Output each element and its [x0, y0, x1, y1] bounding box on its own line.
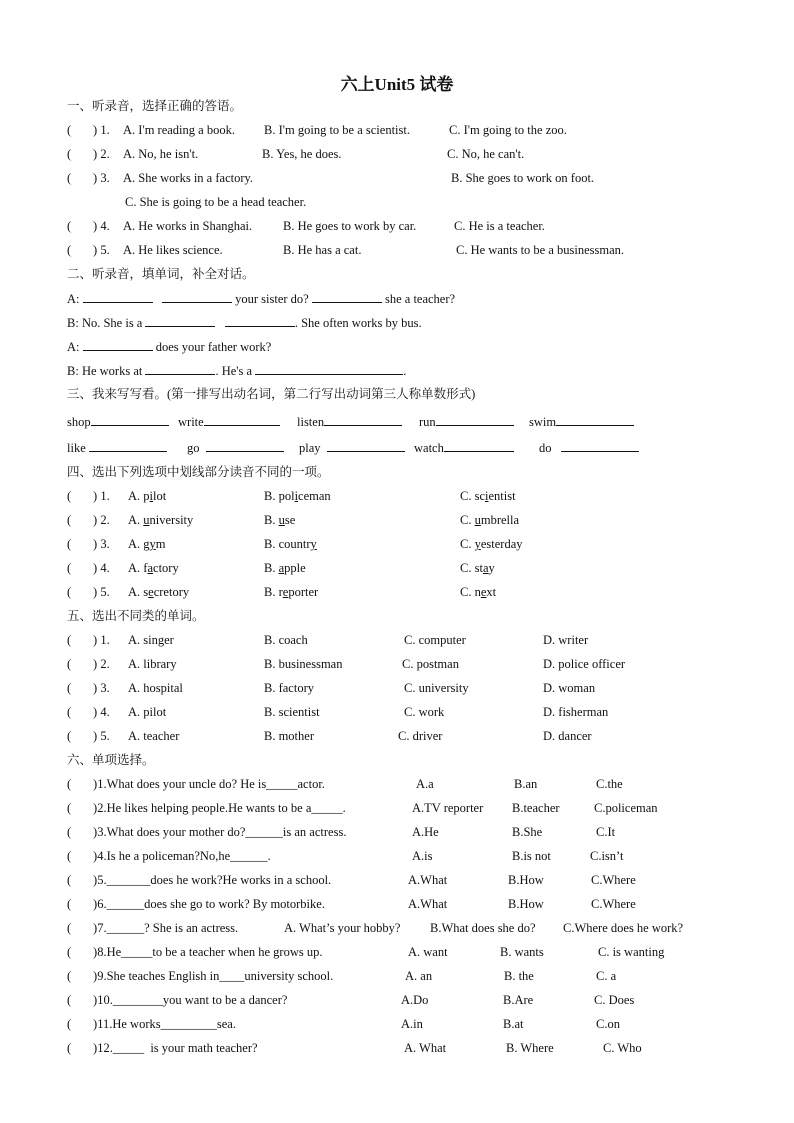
- option-b: B. apple: [264, 561, 306, 575]
- dialogue-text: your sister do?: [235, 292, 309, 306]
- answer-blank[interactable]: [83, 337, 153, 351]
- question-number: ( ) 2.: [67, 657, 110, 671]
- option-b: B. He goes to work by car.: [283, 219, 417, 233]
- option-b: B. He has a cat.: [283, 243, 362, 257]
- option-a: A. pilot: [128, 705, 167, 719]
- option-c: C.Where: [591, 897, 636, 911]
- word: go: [187, 441, 200, 455]
- question-stem: ( )11.He works_________sea.: [67, 1017, 236, 1031]
- option-c: C. Does: [594, 993, 635, 1007]
- option-b: B.at: [503, 1017, 524, 1031]
- option-c: C. He is a teacher.: [454, 219, 545, 233]
- word: listen: [297, 415, 325, 429]
- option-a: A.He: [412, 825, 439, 839]
- option-a: A. secretory: [128, 585, 190, 599]
- option-a: A.What: [408, 873, 448, 887]
- word-item: [414, 438, 514, 456]
- option-b: B.What does she do?: [430, 921, 536, 935]
- answer-blank[interactable]: [327, 438, 405, 452]
- option-a: A.in: [401, 1017, 423, 1031]
- option-c: C. scientist: [460, 489, 516, 503]
- question-stem: ( )2.He likes helping people.He wants to be a_____.: [67, 801, 346, 815]
- answer-blank[interactable]: [225, 313, 295, 327]
- word: shop: [67, 415, 91, 429]
- option-c: C. stay: [460, 561, 495, 575]
- answer-blank[interactable]: [556, 412, 634, 426]
- option-a: A.a: [416, 777, 434, 791]
- question-stem: ( )12._____ is your math teacher?: [67, 1041, 258, 1055]
- answer-blank[interactable]: [324, 412, 402, 426]
- option-c: C.on: [596, 1017, 620, 1031]
- option-a: A. library: [128, 657, 177, 671]
- option-c: C.policeman: [594, 801, 658, 815]
- question-number: ( ) 2.: [67, 513, 110, 527]
- option-c: C. university: [404, 681, 469, 695]
- question-number: ( ) 5.: [67, 243, 110, 257]
- question-stem: ( )3.What does your mother do?______is an actress.: [67, 825, 347, 839]
- word-item: [297, 412, 402, 430]
- section-3-heading: 三、我来写写看。(第一排写出动名词，第二行写出动词第三人称单数形式): [67, 387, 476, 401]
- option-b: B. Where: [506, 1041, 554, 1055]
- option-a: A. an: [405, 969, 433, 983]
- question-stem: ( )1.What does your uncle do? He is_____actor.: [67, 777, 325, 791]
- word-item: [299, 438, 405, 456]
- dialogue-text: .: [403, 364, 407, 378]
- answer-blank[interactable]: [255, 361, 403, 375]
- question-number: ( ) 5.: [67, 729, 110, 743]
- option-a: A.is: [412, 849, 433, 863]
- word-item: [67, 438, 167, 456]
- option-c: C.Where does he work?: [563, 921, 684, 935]
- option-b: B. coach: [264, 633, 308, 647]
- question-stem: ( )4.Is he a policeman?No,he______.: [67, 849, 271, 863]
- option-a: A. He works in Shanghai.: [123, 219, 253, 233]
- option-b: B. policeman: [264, 489, 331, 503]
- answer-blank[interactable]: [436, 412, 514, 426]
- option-d: D. writer: [543, 633, 589, 647]
- option-a: A. gym: [128, 537, 166, 551]
- word-item: [67, 412, 169, 430]
- answer-blank[interactable]: [89, 438, 167, 452]
- option-a: A. What’s your hobby?: [284, 921, 401, 935]
- option-a: A. No, he isn't.: [123, 147, 199, 161]
- word-item: [539, 438, 639, 456]
- dialogue-text: . He's a: [215, 364, 253, 378]
- speaker-label: A:: [67, 292, 80, 306]
- option-b: B.How: [508, 897, 544, 911]
- option-c: C. I'm going to the zoo.: [449, 123, 567, 137]
- word-item: [187, 438, 284, 456]
- option-a: A. singer: [128, 633, 174, 647]
- question-number: ( ) 1.: [67, 489, 110, 503]
- question-number: ( ) 3.: [67, 681, 110, 695]
- option-c: C.It: [596, 825, 616, 839]
- option-c: C. a: [596, 969, 617, 983]
- answer-blank[interactable]: [162, 289, 232, 303]
- question-number: ( ) 4.: [67, 219, 110, 233]
- dialogue-line-2: [67, 313, 422, 331]
- word: swim: [529, 415, 557, 429]
- dialogue-line-1: [67, 289, 455, 307]
- question-stem: ( )8.He_____to be a teacher when he grows up.: [67, 945, 323, 959]
- answer-blank[interactable]: [145, 361, 215, 375]
- option-c: C. umbrella: [460, 513, 520, 527]
- answer-blank[interactable]: [145, 313, 215, 327]
- word: run: [419, 415, 436, 429]
- option-a: A. What: [404, 1041, 447, 1055]
- option-b: B. reporter: [264, 585, 319, 599]
- option-a: A. want: [408, 945, 448, 959]
- option-c: C. work: [404, 705, 445, 719]
- speaker-label: A:: [67, 340, 80, 354]
- option-b: B.Are: [503, 993, 534, 1007]
- option-a: A. factory: [128, 561, 179, 575]
- option-b: B.She: [512, 825, 543, 839]
- option-c: C. He wants to be a businessman.: [456, 243, 625, 257]
- option-b: B. mother: [264, 729, 314, 743]
- question-stem: ( )5._______does he work?He works in a school.: [67, 873, 332, 887]
- question-number: ( ) 2.: [67, 147, 110, 161]
- option-c: C. postman: [402, 657, 459, 671]
- question-number: ( ) 4.: [67, 705, 110, 719]
- word: do: [539, 441, 552, 455]
- question-number: ( ) 1.: [67, 633, 110, 647]
- question-stem: ( )10.________you want to be a dancer?: [67, 993, 288, 1007]
- option-d: D. woman: [543, 681, 596, 695]
- speaker-label: B:: [67, 364, 79, 378]
- question-number: ( ) 5.: [67, 585, 110, 599]
- answer-blank[interactable]: [91, 412, 169, 426]
- question-number: ( ) 3.: [67, 537, 110, 551]
- dialogue-line-4: [67, 361, 406, 379]
- question-stem: ( )7.______? She is an actress.: [67, 921, 239, 935]
- option-d: D. dancer: [543, 729, 592, 743]
- option-b: B. use: [264, 513, 296, 527]
- word: write: [178, 415, 204, 429]
- option-b: B.teacher: [512, 801, 560, 815]
- answer-blank[interactable]: [206, 438, 284, 452]
- option-b: B.is not: [512, 849, 551, 863]
- option-b: B. country: [264, 537, 317, 551]
- option-a: A. university: [128, 513, 194, 527]
- option-c: C. computer: [404, 633, 466, 647]
- option-a: A.Do: [401, 993, 429, 1007]
- section-2-heading: 二、听录音，填单词，补全对话。: [67, 267, 255, 281]
- dialogue-text: . She often works by bus.: [294, 316, 422, 330]
- question-number: ( ) 3.: [67, 171, 110, 185]
- option-b: B. She goes to work on foot.: [451, 171, 595, 185]
- question-number: ( ) 4.: [67, 561, 110, 575]
- option-d: D. police officer: [543, 657, 626, 671]
- option-c: C.Where: [591, 873, 636, 887]
- word-item: [529, 412, 634, 430]
- section-5-heading: 五、选出不同类的单词。: [67, 609, 205, 623]
- word-item: [178, 412, 280, 430]
- option-d: D. fisherman: [543, 705, 609, 719]
- option-a: A. teacher: [128, 729, 180, 743]
- option-c: C. Who: [603, 1041, 642, 1055]
- option-b: B. Yes, he does.: [262, 147, 342, 161]
- option-c: C. is wanting: [598, 945, 665, 959]
- speaker-label: B:: [67, 316, 79, 330]
- question-number: ( ) 1.: [67, 123, 110, 137]
- word: play: [299, 441, 321, 455]
- word: watch: [414, 441, 444, 455]
- section-6-heading: 六、单项选择。: [67, 753, 155, 767]
- option-a: A. She works in a factory.: [123, 171, 254, 185]
- option-c: C. yesterday: [460, 537, 523, 551]
- option-b: B. factory: [264, 681, 314, 695]
- option-a: A. He likes science.: [123, 243, 223, 257]
- answer-blank[interactable]: [83, 289, 153, 303]
- option-b: B. businessman: [264, 657, 343, 671]
- option-c: C. next: [460, 585, 497, 599]
- option-c: C. She is going to be a head teacher.: [125, 195, 307, 209]
- answer-blank[interactable]: [204, 412, 280, 426]
- option-a: A.TV reporter: [412, 801, 484, 815]
- section-1-heading: 一、听录音，选择正确的答语。: [67, 99, 243, 113]
- option-a: A. pilot: [128, 489, 167, 503]
- option-b: B.How: [508, 873, 544, 887]
- option-a: A. hospital: [128, 681, 183, 695]
- option-b: B. wants: [500, 945, 544, 959]
- option-b: B.an: [514, 777, 538, 791]
- dialogue-text: does your father work?: [155, 340, 272, 354]
- option-c: C.the: [596, 777, 623, 791]
- answer-blank[interactable]: [561, 438, 639, 452]
- dialogue-text: He works at: [81, 364, 143, 378]
- option-c: C.isn’t: [590, 849, 624, 863]
- dialogue-text: No. She is a: [81, 316, 143, 330]
- section-4-heading: 四、选出下列选项中划线部分读音不同的一项。: [67, 465, 330, 479]
- question-stem: ( )9.She teaches English in____university school.: [67, 969, 334, 983]
- answer-blank[interactable]: [444, 438, 514, 452]
- option-c: C. No, he can't.: [447, 147, 525, 161]
- option-a: A.What: [408, 897, 448, 911]
- word-item: [419, 412, 514, 430]
- option-b: B. the: [504, 969, 534, 983]
- dialogue-text: she a teacher?: [384, 292, 456, 306]
- option-b: B. I'm going to be a scientist.: [264, 123, 410, 137]
- answer-blank[interactable]: [312, 289, 382, 303]
- word: like: [67, 441, 86, 455]
- option-c: C. driver: [398, 729, 443, 743]
- question-stem: ( )6.______does she go to work? By motorbike.: [67, 897, 325, 911]
- page-title: 六上Unit5 试卷: [340, 75, 454, 94]
- option-b: B. scientist: [264, 705, 320, 719]
- option-a: A. I'm reading a book.: [123, 123, 235, 137]
- dialogue-line-3: [67, 337, 271, 355]
